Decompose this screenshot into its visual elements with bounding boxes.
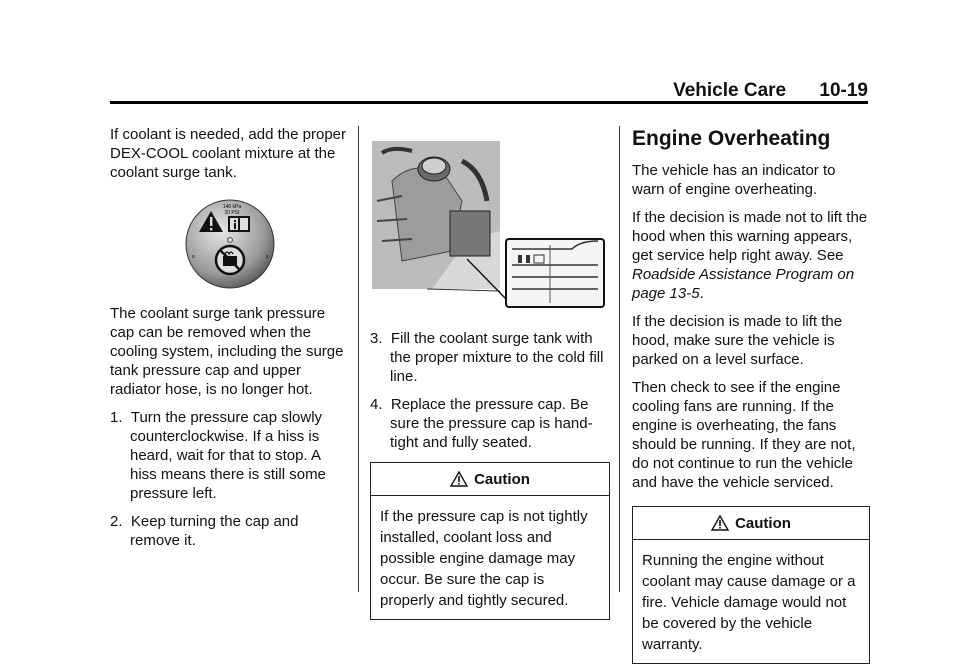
p2-text: If the decision is made not to lift the hood when this warning appears, get service help right away. See: [632, 209, 868, 264]
page-number: 10-19: [819, 80, 868, 101]
no-hot-touch-icon: [216, 246, 244, 274]
step-text: Replace the pressure cap. Be sure the pressure cap is hand-tight and fully seated.: [390, 396, 593, 451]
cap-label-psi: 20 PSI: [224, 210, 240, 216]
header-rule: [110, 101, 868, 104]
overheat-p3: If the decision is made to lift the hood, make sure the vehicle is parked on a level surface.: [632, 313, 843, 368]
removal-paragraph: The coolant surge tank pressure cap can be removed when the cooling system, including the surge tank pressure cap and upper radiator hose, is no longer hot.: [110, 305, 344, 398]
caution-body: Running the engine without coolant may cause damage or a fire. Vehicle damage would not be covered by the vehicle warranty.: [642, 552, 856, 653]
overheat-p1: The vehicle has an indicator to warn of engine overheating.: [632, 162, 836, 198]
overheat-p4: Then check to see if the engine cooling fans are running. If the engine is overheating, the fans should be running. If they are not, do not continue to run the vehicle and have the vehicle serviced.: [632, 379, 856, 491]
column-divider-1: [358, 126, 359, 592]
step-number: 1.: [110, 409, 123, 426]
running-header: [673, 80, 868, 102]
step-text: Turn the pressure cap slowly counterclockwise. If a hiss is heard, wait for that to stop. A hiss means there is still some pressure left.: [130, 409, 326, 502]
column-2: [370, 125, 610, 620]
p2-end: .: [699, 285, 704, 302]
svg-text:s: s: [192, 254, 195, 260]
column-1: [110, 125, 350, 559]
caution-header: [633, 507, 869, 540]
column-divider-2: [619, 126, 620, 592]
roadside-reference-link[interactable]: Roadside Assistance Program on page 13-5: [632, 266, 855, 302]
column-3: [632, 125, 870, 664]
step-text: Keep turning the cap and remove it.: [130, 513, 299, 549]
step-number: 3.: [370, 330, 383, 347]
cap-label-kpa: 140 kPa: [222, 204, 242, 210]
section-title: Vehicle Care: [673, 80, 787, 101]
step-number: 4.: [370, 396, 383, 413]
intro-text: If coolant is needed, add the proper DEX-COOL coolant mixture at the coolant surge tank.: [110, 126, 347, 181]
caution-triangle-icon: [711, 515, 729, 531]
caution-box-pressure-cap: [370, 462, 610, 620]
svg-text:s: s: [266, 254, 269, 260]
caution-box-no-coolant: [632, 506, 870, 664]
caution-body: If the pressure cap is not tightly installed, coolant loss and possible engine damage may occur. Be sure the cap is properly and tightly secured.: [380, 508, 588, 609]
pressure-cap-illustration: [182, 198, 278, 290]
step-1: [110, 408, 350, 503]
caution-title: Caution: [474, 471, 530, 488]
step-3: [370, 329, 610, 386]
engine-compartment-illustration: [372, 141, 608, 311]
caution-header: [371, 463, 609, 496]
step-4: [370, 395, 610, 452]
manual-book-icon: [228, 216, 250, 232]
caution-title: Caution: [735, 515, 791, 532]
overheat-p2: [632, 208, 870, 303]
caution-triangle-icon: [450, 471, 468, 487]
step-number: 2.: [110, 513, 123, 530]
step-2: [110, 512, 350, 550]
step-text: Fill the coolant surge tank with the proper mixture to the cold fill line.: [390, 330, 604, 385]
section-heading: Engine Overheating: [632, 127, 831, 150]
